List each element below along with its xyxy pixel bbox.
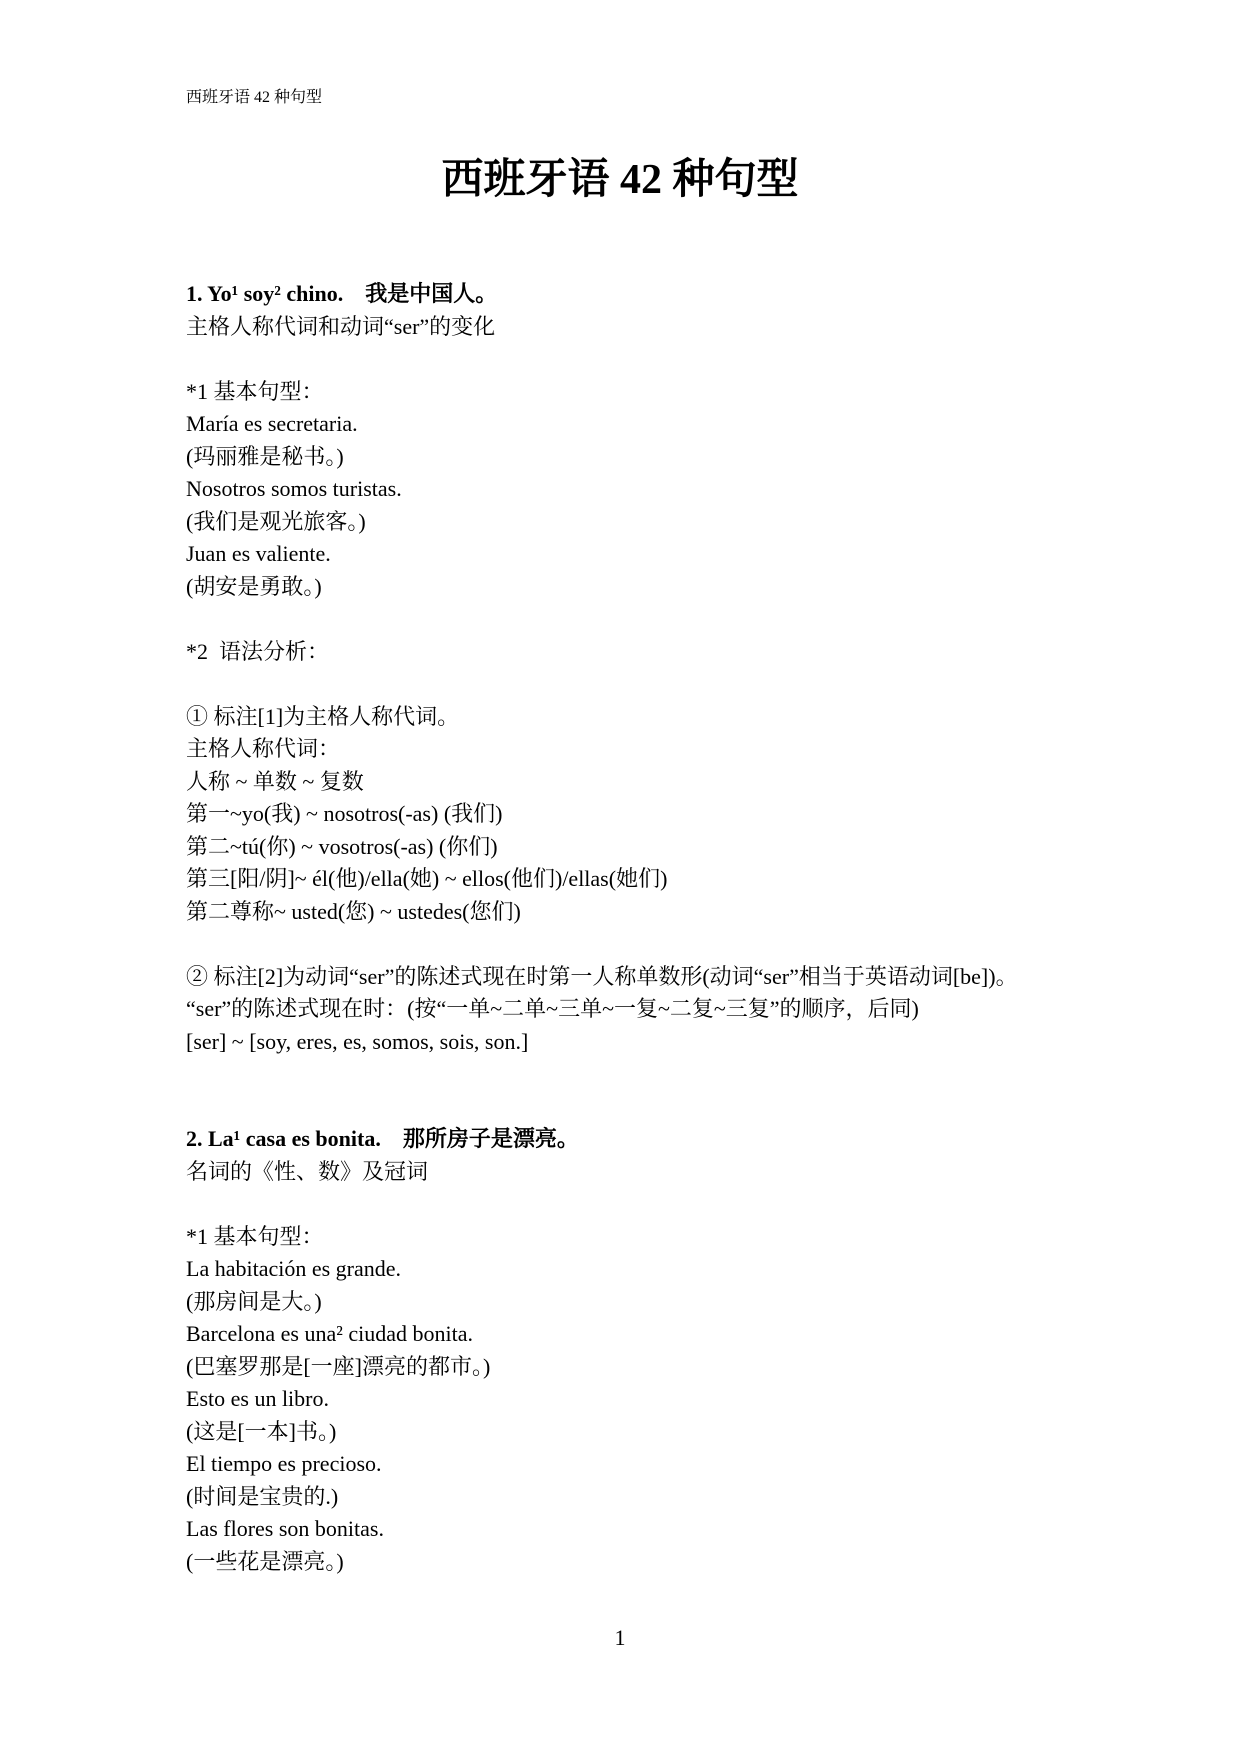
document-line: (胡安是勇敢。) <box>186 573 322 599</box>
document-line: 第一~yo(我) ~ nosotros(-as) (我们) <box>186 801 503 826</box>
document-line: (那房间是大。) <box>186 1288 322 1314</box>
document-line: Esto es un libro. <box>186 1386 329 1411</box>
section-heading: 1. Yo¹ soy² chino. 我是中国人。 <box>186 281 498 306</box>
section-heading: 2. La¹ casa es bonita. 那所房子是漂亮。 <box>186 1126 579 1151</box>
document-line: Nosotros somos turistas. <box>186 476 402 501</box>
document-line: María es secretaria. <box>186 411 358 436</box>
document-line: (这是[一本]书。) <box>186 1418 337 1444</box>
document-line: (一些花是漂亮。) <box>186 1548 344 1574</box>
document-line: 第二~tú(你) ~ vosotros(-as) (你们) <box>186 833 498 859</box>
document-line: *2 语法分析： <box>186 638 330 664</box>
document-line: La habitación es grande. <box>186 1256 402 1281</box>
document-line <box>186 603 1176 636</box>
document-body <box>186 278 1176 1578</box>
document-line: Las flores son bonitas. <box>186 1516 384 1541</box>
document-line: (时间是宝贵的.) <box>186 1483 339 1509</box>
document-line: 第二尊称~ usted(您) ~ ustedes(您们) <box>186 898 521 924</box>
document-line <box>186 343 1176 376</box>
document-line: (巴塞罗那是[一座]漂亮的都市。) <box>186 1353 491 1379</box>
document-line: El tiempo es precioso. <box>186 1451 382 1476</box>
document-line <box>186 928 1176 961</box>
running-header: 西班牙语 42 种句型 <box>186 89 323 106</box>
page-number: 1 <box>614 1625 626 1650</box>
document-line: *1 基本句型： <box>186 378 324 404</box>
document-line: ① 标注[1]为主格人称代词。 <box>186 703 460 729</box>
document-line: “ser”的陈述式现在时：(按“一单~二单~三单~一复~二复~三复”的顺序，后同) <box>186 996 919 1021</box>
document-line <box>186 1091 1176 1124</box>
document-line: ② 标注[2]为动词“ser”的陈述式现在时第一人称单数形(动词“ser”相当于英语动词[be])。 <box>186 963 1018 989</box>
document-line: 主格人称代词和动词“ser”的变化 <box>186 313 496 339</box>
document-line <box>186 1058 1176 1091</box>
document-line: 主格人称代词： <box>186 736 341 761</box>
document-line: *1 基本句型： <box>186 1223 324 1249</box>
document-line: (我们是观光旅客。) <box>186 508 366 534</box>
document-line <box>186 668 1176 701</box>
document-line: 名词的《性、数》及冠词 <box>186 1158 429 1184</box>
document-line: [ser] ~ [soy, eres, es, somos, sois, son.] <box>186 1028 529 1054</box>
document-line <box>186 1188 1176 1221</box>
document-line: 人称 ~ 单数 ~ 复数 <box>186 768 364 794</box>
document-line: Juan es valiente. <box>186 541 331 566</box>
document-line: Barcelona es una² ciudad bonita. <box>186 1321 473 1346</box>
document-title: 西班牙语 42 种句型 <box>441 157 799 203</box>
document-line: 第三[阳/阴]~ él(他)/ella(她) ~ ellos(他们)/ellas(她们) <box>186 866 668 891</box>
document-line: (玛丽雅是秘书。) <box>186 443 344 469</box>
